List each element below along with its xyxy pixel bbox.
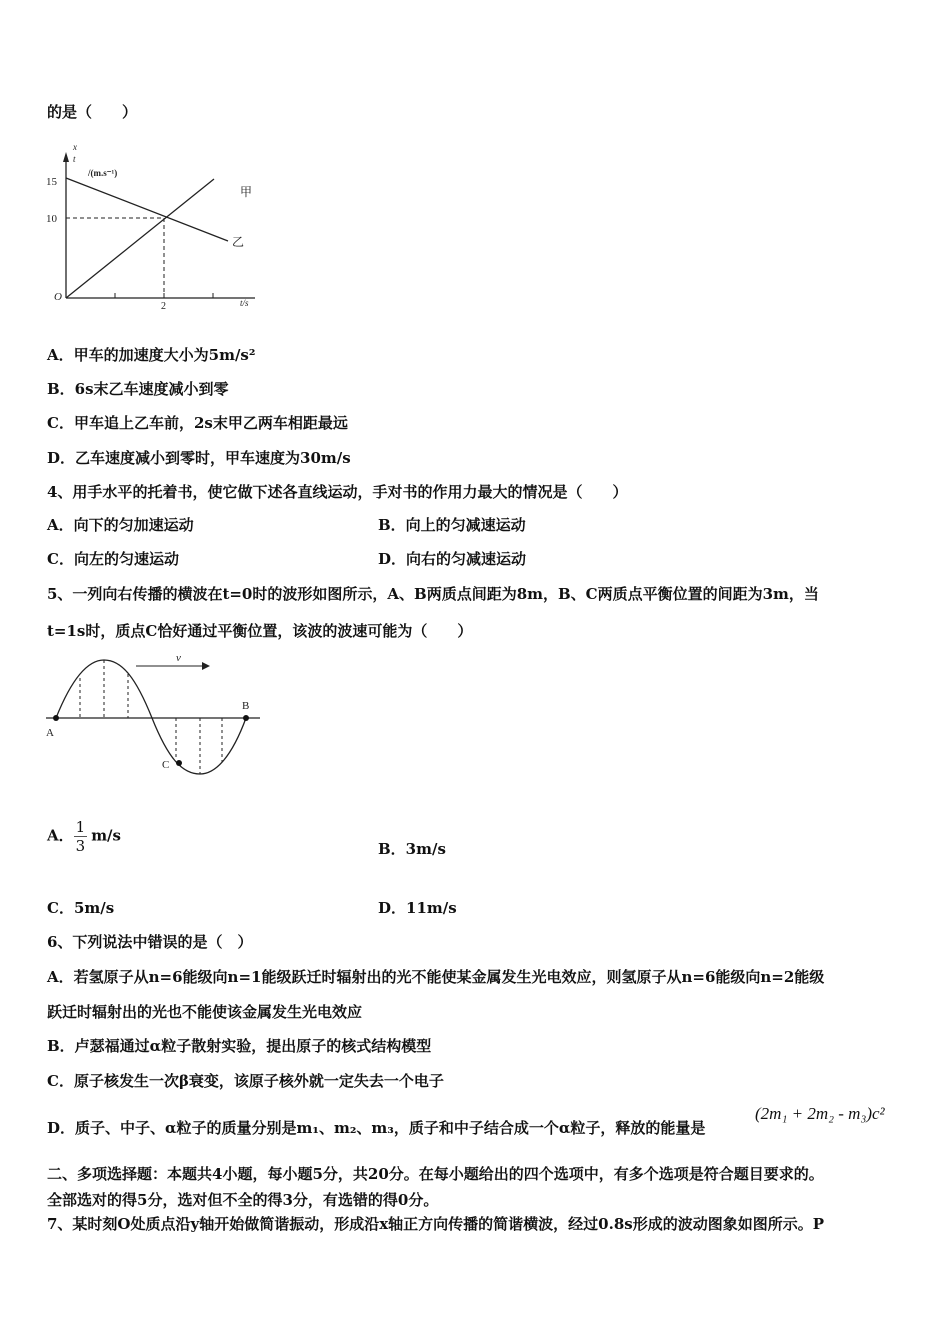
q5-point-c xyxy=(176,760,182,766)
q5-point-b xyxy=(243,715,249,721)
q5-point-a xyxy=(53,715,59,721)
q3-option-c: C．甲车追上乙车前，2s末甲乙两车相距最远 xyxy=(47,414,348,432)
q3-origin: O xyxy=(54,291,62,303)
q3-velocity-time-graph xyxy=(40,140,270,315)
q5-option-a-denominator: 3 xyxy=(75,837,86,855)
q3-line-jia xyxy=(66,179,214,298)
q3-option-a: A．甲车的加速度大小为5m/s² xyxy=(47,346,256,364)
q5-option-c: C．5m/s xyxy=(47,899,115,917)
q5-wave-curve xyxy=(56,660,246,774)
q6-option-a-line2: 跃迁时辐射出的光也不能使该金属发生光电效应 xyxy=(47,1003,363,1021)
q5-option-b: B．3m/s xyxy=(378,840,446,858)
q5-option-a xyxy=(47,818,121,855)
q4-option-b: B．向上的匀减速运动 xyxy=(378,516,526,534)
q3-y-unit: /(m.s⁻¹) xyxy=(88,168,118,178)
q5-label-b: B xyxy=(242,700,250,712)
q5-option-a-unit: m/s xyxy=(91,826,121,845)
q6-option-d-formula: (2m₁ + 2m₂ - m₃)c² xyxy=(755,1104,885,1123)
q3-option-d: D．乙车速度减小到零时，甲车速度为30m/s xyxy=(47,449,351,467)
q5-option-d: D．11m/s xyxy=(378,899,457,917)
q3-y-arrow xyxy=(63,152,69,162)
q3-tick-2: 2 xyxy=(161,301,166,312)
q3-tick-15: 15 xyxy=(46,176,57,188)
q3-label-jia: 甲 xyxy=(240,185,253,199)
section2-line1: 二、多项选择题：本题共4小题，每小题5分，共20分。在每小题给出的四个选项中，有多个选项是符合题目要求的。 xyxy=(47,1165,824,1183)
q5-option-a-numerator: 1 xyxy=(75,818,86,836)
q6-stem: 6、下列说法中错误的是（ ） xyxy=(47,933,253,951)
q6-option-d: D．质子、中子、α粒子的质量分别是m₁、m₂、m₃，质子和中子结合成一个α粒子，释放的能量是 xyxy=(47,1119,706,1137)
q5-label-c: C xyxy=(162,759,170,771)
section2-line2: 全部选对的得5分，选对但不全的得3分，有选错的得0分。 xyxy=(47,1191,439,1209)
q3-label-yi: 乙 xyxy=(232,235,245,249)
q3-y-label-bottom: t xyxy=(73,154,76,164)
q3-stem-tail: 的是（ ） xyxy=(47,103,138,121)
q3-option-b: B．6s末乙车速度减小到零 xyxy=(47,380,229,398)
q4-option-c: C．向左的匀速运动 xyxy=(47,550,179,568)
q5-stem-line2: t=1s时，质点C恰好通过平衡位置，该波的波速可能为（ ） xyxy=(47,622,473,640)
q5-velocity-label: v xyxy=(176,652,181,664)
q3-x-label: t/s xyxy=(240,298,249,308)
q4-option-a: A．向下的匀加速运动 xyxy=(47,516,194,534)
q5-option-a-fraction xyxy=(74,818,88,855)
q3-tick-10: 10 xyxy=(46,213,57,225)
q4-stem: 4、用手水平的托着书，使它做下述各直线运动，手对书的作用力最大的情况是（ ） xyxy=(47,483,628,501)
q5-wave-figure xyxy=(40,650,270,790)
q5-option-a-prefix: A． xyxy=(47,826,74,845)
q4-option-d: D．向右的匀减速运动 xyxy=(378,550,527,568)
q3-y-label-top: x xyxy=(73,142,77,152)
q6-option-a-line1: A．若氢原子从n=6能级向n=1能级跃迁时辐射出的光不能使某金属发生光电效应，则氢原子从n=6能级向n=2能级 xyxy=(47,968,825,986)
q5-label-a: A xyxy=(46,727,54,739)
q7-stem-line1: 7、某时刻O处质点沿y轴开始做简谐振动，形成沿x轴正方向传播的简谐横波，经过0.8s形成的波动图象如图所示。P xyxy=(47,1215,824,1233)
q6-option-b: B．卢瑟福通过α粒子散射实验，提出原子的核式结构模型 xyxy=(47,1037,432,1055)
q5-stem-line1: 5、一列向右传播的横波在t=0时的波形如图所示，A、B两质点间距为8m，B、C两质点平衡位置的间距为3m，当 xyxy=(47,585,819,603)
q6-option-c: C．原子核发生一次β衰变，该原子核外就一定失去一个电子 xyxy=(47,1072,444,1090)
